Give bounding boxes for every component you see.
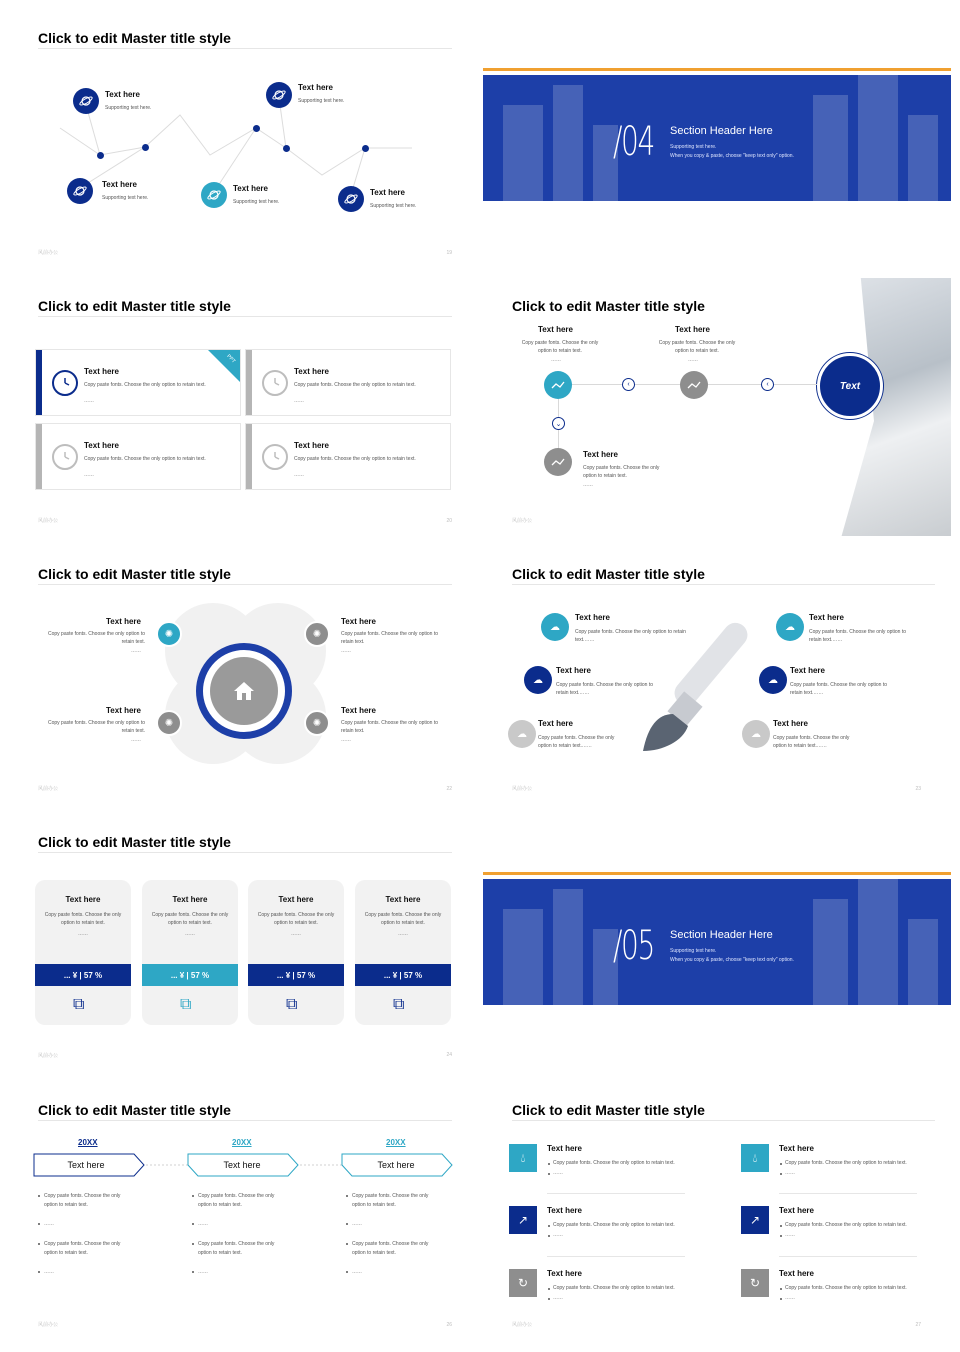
chevron-left-icon[interactable]: ‹ — [622, 378, 635, 391]
footer-brand: 风前办公 — [512, 786, 533, 792]
section-number: /04 — [613, 119, 654, 165]
item-heading: Text here — [547, 1144, 582, 1153]
page-number: 26 — [446, 1322, 452, 1328]
card-heading: Text here — [278, 895, 314, 904]
slide-clock-cards — [0, 268, 474, 536]
clock-icon — [52, 370, 78, 396]
slide-section-04 — [483, 0, 957, 268]
price-band: ... ¥ | 57 % — [142, 964, 238, 986]
slide-timeline-network — [0, 0, 474, 268]
card-text: Copy paste fonts. Choose the only option to retain text. — [257, 912, 335, 926]
item-text: Copy paste fonts. Choose the only option to retain text. — [785, 1160, 907, 1166]
devices-icon: ⧉ — [180, 996, 192, 1013]
item-heading: Text here — [106, 617, 141, 626]
slide-section-05 — [483, 804, 957, 1072]
item-text: Supporting text here. — [298, 98, 345, 104]
item-dots: …… — [341, 737, 351, 743]
title-divider — [512, 584, 935, 585]
arrow-label: Text here — [377, 1160, 415, 1170]
planet-icon — [266, 82, 292, 108]
card-heading: Text here — [294, 441, 329, 450]
item-text: Copy paste fonts. Choose the only option to retain text. — [785, 1222, 907, 1228]
cloud-icon: ☁ — [742, 720, 770, 748]
step-heading: Text here — [538, 325, 573, 334]
item-text: Copy paste fonts. Choose the only option to retain text. — [47, 631, 145, 645]
bug-icon: ✺ — [304, 621, 330, 647]
badge-text: PPT — [225, 353, 237, 365]
slide-timeline-arrows — [0, 1072, 474, 1340]
house-icon — [232, 680, 256, 702]
card-text: Copy paste fonts. Choose the only option to retain text. — [84, 382, 206, 388]
bullet-markers — [0, 1072, 474, 1340]
bullet-text: Copy paste fonts. Choose the only option to retain text. — [198, 1193, 275, 1208]
bullet-text: Copy paste fonts. Choose the only option to retain text. — [352, 1193, 429, 1208]
bullet-dots: …… — [198, 1269, 208, 1275]
card — [35, 349, 241, 416]
card-text: Copy paste fonts. Choose the only option to retain text. — [364, 912, 442, 926]
slide-title: Click to edit Master title style — [38, 834, 231, 850]
arrow-label: Text here — [223, 1160, 261, 1170]
slide-title: Click to edit Master title style — [38, 298, 231, 314]
footer-brand: 风前办公 — [512, 1322, 533, 1328]
cloud-upload-icon: ☁ — [541, 613, 569, 641]
item-dots: …… — [131, 737, 141, 743]
cloud-icon: ☁ — [508, 720, 536, 748]
item-text: Supporting text here. — [370, 203, 417, 209]
card-dots: …… — [291, 931, 301, 937]
bullet-dots: …… — [44, 1221, 54, 1227]
title-divider — [38, 584, 452, 585]
section-title: Section Header Here — [670, 125, 773, 137]
network-node — [253, 125, 260, 132]
item-heading: Text here — [105, 90, 140, 99]
item-dots: …… — [785, 1295, 795, 1301]
card-heading: Text here — [84, 441, 119, 450]
item-dots: …… — [785, 1232, 795, 1238]
item-heading: Text here — [547, 1269, 582, 1278]
item-dots: …… — [785, 1170, 795, 1176]
clock-icon — [52, 444, 78, 470]
price-band: ... ¥ | 57 % — [248, 964, 344, 986]
section-sub: When you copy & paste, choose "keep text only" option. — [670, 957, 794, 963]
cloud-bolt-icon: ☁ — [759, 666, 787, 694]
card-text: Copy paste fonts. Choose the only option to retain text. — [44, 912, 122, 926]
item-dots: …… — [131, 648, 141, 654]
arrow-label: Text here — [67, 1160, 105, 1170]
item-text: Supporting text here. — [102, 195, 149, 201]
section-sub: Supporting text here. — [670, 948, 717, 954]
item-heading: Text here — [779, 1144, 814, 1153]
city-backdrop — [483, 879, 945, 1005]
chart-icon — [544, 448, 572, 476]
section-sub: Supporting text here. — [670, 144, 717, 150]
item-text: Copy paste fonts. Choose the only option to retain text. — [553, 1222, 675, 1228]
clock-icon — [262, 370, 288, 396]
slide-process-photo — [483, 268, 957, 536]
item-heading: Text here — [556, 666, 591, 675]
item-heading: Text here — [102, 180, 137, 189]
section-banner — [483, 879, 951, 1005]
page-number: 19 — [446, 250, 452, 256]
card-dots: …… — [78, 931, 88, 937]
step-dots: …… — [688, 357, 698, 363]
page-number: 24 — [446, 1052, 452, 1058]
text-circle — [817, 353, 883, 419]
network-node — [283, 145, 290, 152]
item-heading: Text here — [106, 706, 141, 715]
card-heading: Text here — [385, 895, 421, 904]
orange-stripe — [483, 68, 951, 71]
footer-brand: 风前办公 — [38, 518, 59, 524]
item-text: Copy paste fonts. Choose the only option to retain text.…… — [773, 735, 850, 749]
card — [245, 423, 451, 490]
year-label: 20XX — [386, 1138, 406, 1147]
card-heading: Text here — [84, 367, 119, 376]
item-dots: …… — [553, 1295, 563, 1301]
card-dots: …… — [294, 398, 304, 404]
refresh-icon: ↻ — [741, 1269, 769, 1297]
section-title: Section Header Here — [670, 929, 773, 941]
item-text: Supporting text here. — [233, 199, 280, 205]
item-heading: Text here — [779, 1269, 814, 1278]
share-icon: ↗ — [741, 1206, 769, 1234]
planet-icon — [73, 88, 99, 114]
item-heading: Text here — [779, 1206, 814, 1215]
item-dots: …… — [553, 1232, 563, 1238]
bullet-dots: …… — [44, 1269, 54, 1275]
year-label: 20XX — [78, 1138, 98, 1147]
card-text: Copy paste fonts. Choose the only option to retain text. — [151, 912, 229, 926]
item-heading: Text here — [341, 706, 376, 715]
cloud-bolt-icon: ☁ — [776, 613, 804, 641]
water-drop-icon: 💧︎ — [509, 1144, 537, 1172]
card-text: Copy paste fonts. Choose the only option to retain text. — [84, 456, 206, 462]
center-ring — [196, 643, 292, 739]
network-node — [142, 144, 149, 151]
item-dots: …… — [341, 648, 351, 654]
footer-brand: 风前办公 — [38, 1322, 59, 1328]
bug-icon: ✺ — [156, 710, 182, 736]
item-heading: Text here — [370, 188, 405, 197]
step-heading: Text here — [583, 450, 618, 459]
price-band: ... ¥ | 57 % — [355, 964, 451, 986]
slide-paintbrush — [483, 536, 957, 804]
orange-stripe — [483, 872, 951, 875]
bullet-text: Copy paste fonts. Choose the only option to retain text. — [198, 1241, 275, 1256]
card-heading: Text here — [65, 895, 101, 904]
step-heading: Text here — [675, 325, 710, 334]
bullet-text: Copy paste fonts. Choose the only option to retain text. — [44, 1193, 121, 1208]
section-sub: When you copy & paste, choose "keep text only" option. — [670, 153, 794, 159]
chart-icon — [544, 371, 572, 399]
card-dots: …… — [398, 931, 408, 937]
item-text: Copy paste fonts. Choose the only option to retain text. — [47, 720, 145, 734]
card — [35, 423, 241, 490]
network-node — [97, 152, 104, 159]
cloud-bolt-icon: ☁ — [524, 666, 552, 694]
slide-title: Click to edit Master title style — [512, 298, 705, 314]
item-heading: Text here — [547, 1206, 582, 1215]
planet-icon — [67, 178, 93, 204]
step-dots: …… — [551, 357, 561, 363]
devices-icon: ⧉ — [393, 996, 405, 1013]
refresh-icon: ↻ — [509, 1269, 537, 1297]
bullet-dots: …… — [352, 1269, 362, 1275]
footer-brand: 风前办公 — [38, 250, 59, 256]
text-circle-label: Text — [839, 380, 861, 392]
pricing-card — [355, 880, 451, 1025]
item-heading: Text here — [341, 617, 376, 626]
item-text: Copy paste fonts. Choose the only option to retain text.…… — [790, 682, 888, 696]
item-text: Copy paste fonts. Choose the only option to retain text.…… — [538, 735, 615, 749]
footer-brand: 风前办公 — [512, 518, 533, 524]
slide-venn-house — [0, 536, 474, 804]
slide-title: Click to edit Master title style — [38, 1102, 231, 1118]
slide-title: Click to edit Master title style — [38, 566, 231, 582]
page-number: 20 — [446, 518, 452, 524]
page-number: 23 — [915, 786, 921, 792]
pricing-card — [142, 880, 238, 1025]
devices-icon: ⧉ — [286, 996, 298, 1013]
title-divider — [38, 852, 452, 853]
item-text: Supporting text here. — [105, 105, 152, 111]
clock-icon — [262, 444, 288, 470]
page-number: 22 — [446, 786, 452, 792]
item-text: Copy paste fonts. Choose the only option to retain text.…… — [575, 629, 686, 643]
step-dots: …… — [583, 482, 593, 488]
card-dots: …… — [185, 931, 195, 937]
year-label: 20XX — [232, 1138, 252, 1147]
page-number: 27 — [915, 1322, 921, 1328]
card-dots: …… — [294, 472, 304, 478]
price-band: ... ¥ | 57 % — [35, 964, 131, 986]
footer-brand: 风前办公 — [38, 786, 59, 792]
share-icon: ↗ — [509, 1206, 537, 1234]
card — [245, 349, 451, 416]
network-lines — [0, 0, 474, 268]
pricing-card — [248, 880, 344, 1025]
chart-icon — [680, 371, 708, 399]
item-heading: Text here — [233, 184, 268, 193]
title-divider — [38, 316, 452, 317]
chevron-left-icon[interactable]: ‹ — [761, 378, 774, 391]
bullet-text: Copy paste fonts. Choose the only option to retain text. — [352, 1241, 429, 1256]
section-number: /05 — [613, 923, 654, 969]
ribbon-badge — [208, 350, 240, 382]
item-text: Copy paste fonts. Choose the only option to retain text. — [341, 720, 439, 734]
water-drop-icon: 💧︎ — [741, 1144, 769, 1172]
item-text: Copy paste fonts. Choose the only option to retain text. — [341, 631, 439, 645]
slide-title: Click to edit Master title style — [512, 1102, 705, 1118]
bullet-dots: …… — [352, 1221, 362, 1227]
item-heading: Text here — [809, 613, 844, 622]
slide-icon-list — [483, 1072, 957, 1340]
network-node — [362, 145, 369, 152]
city-backdrop — [483, 75, 945, 201]
bug-icon: ✺ — [156, 621, 182, 647]
card-text: Copy paste fonts. Choose the only option to retain text. — [294, 456, 416, 462]
bug-icon: ✺ — [304, 710, 330, 736]
item-text: Copy paste fonts. Choose the only option to retain text. — [553, 1160, 675, 1166]
footer-brand: 风前办公 — [38, 1053, 59, 1059]
item-text: Copy paste fonts. Choose the only option to retain text.…… — [556, 682, 654, 696]
devices-icon: ⧉ — [73, 996, 85, 1013]
bullet-text: Copy paste fonts. Choose the only option to retain text. — [44, 1241, 121, 1256]
card-heading: Text here — [172, 895, 208, 904]
chevron-down-icon[interactable]: ⌄ — [552, 417, 565, 430]
item-dots: …… — [553, 1170, 563, 1176]
house-circle — [210, 657, 278, 725]
card-heading: Text here — [294, 367, 329, 376]
step-text: Copy paste fonts. Choose the only option to retain text. — [583, 465, 660, 479]
item-text: Copy paste fonts. Choose the only option to retain text. — [785, 1285, 907, 1291]
item-text: Copy paste fonts. Choose the only option to retain text.…… — [809, 629, 907, 643]
item-heading: Text here — [298, 83, 333, 92]
section-banner — [483, 75, 951, 201]
planet-icon — [338, 186, 364, 212]
card-dots: …… — [84, 398, 94, 404]
step-text: Copy paste fonts. Choose the only option to retain text. — [658, 340, 736, 354]
card-dots: …… — [84, 472, 94, 478]
bullet-dots: …… — [198, 1221, 208, 1227]
slide-title: Click to edit Master title style — [512, 566, 705, 582]
item-heading: Text here — [538, 719, 573, 728]
item-text: Copy paste fonts. Choose the only option to retain text. — [553, 1285, 675, 1291]
item-heading: Text here — [790, 666, 825, 675]
item-heading: Text here — [773, 719, 808, 728]
item-heading: Text here — [575, 613, 610, 622]
pricing-card — [35, 880, 131, 1025]
slide-title: Click to edit Master title style — [38, 30, 231, 46]
bullet-markers — [483, 1072, 957, 1340]
planet-icon — [201, 182, 227, 208]
step-text: Copy paste fonts. Choose the only option to retain text. — [521, 340, 599, 354]
card-text: Copy paste fonts. Choose the only option to retain text. — [294, 382, 416, 388]
